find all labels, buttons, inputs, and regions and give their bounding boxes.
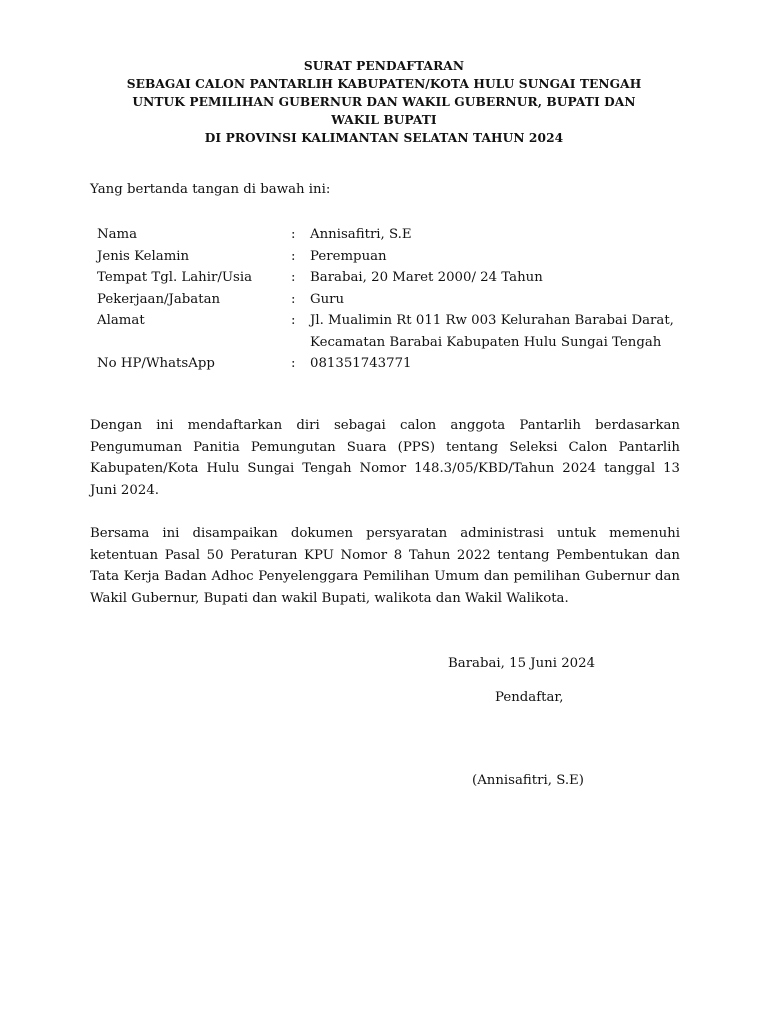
- identity-separator: :: [291, 248, 296, 264]
- identity-row-name: [97, 224, 687, 246]
- identity-row-occupation: [97, 289, 687, 311]
- identity-label: No HP/WhatsApp: [97, 356, 215, 371]
- identity-label: Nama: [97, 227, 138, 242]
- identity-separator: :: [291, 227, 296, 242]
- identity-value: Annisafitri, S.E: [310, 227, 412, 242]
- registration-paragraph: Dengan ini mendaftarkan diri sebagai calon anggota Pantarlih berdasarkan Pengumuman Panitia Pemungutan Suara (PPS) tentang Seleksi Calon Pantarlih Kabupaten/Kota Hulu Sungai Tengah Nomor 148.3/05/KBD/Tahun 2024 tanggal 13 Juni 2024.: [90, 418, 680, 498]
- identity-value: Jl. Mualimin Rt 011 Rw 003 Kelurahan Barabai Darat, Kecamatan Barabai Kabupaten Hulu Sungai Tengah: [310, 313, 674, 350]
- intro-text: Yang bertanda tangan di bawah ini:: [90, 182, 331, 197]
- signature-role: Pendaftar,: [495, 690, 564, 705]
- identity-row-birth: [97, 267, 687, 289]
- identity-label: Pekerjaan/Jabatan: [97, 291, 221, 307]
- documents-paragraph: Bersama ini disampaikan dokumen persyaratan administrasi untuk memenuhi ketentuan Pasal 50 Peraturan KPU Nomor 8 Tahun 2022 tentang Pembentukan dan Tata Kerja Badan Adhoc Penyelenggara Pemilihan Umum dan pemilihan Gubernur dan Wakil Gubernur, Bupati dan wakil Bupati, walikota dan Wakil Walikota.: [90, 526, 680, 606]
- identity-separator: :: [291, 313, 296, 328]
- identity-value: Perempuan: [310, 248, 387, 264]
- identity-value: Barabai, 20 Maret 2000/ 24 Tahun: [310, 270, 543, 285]
- identity-label: Tempat Tgl. Lahir/Usia: [97, 270, 253, 285]
- heading-line-1: SURAT PENDAFTARAN: [303, 59, 465, 73]
- identity-row-address: [97, 310, 687, 353]
- heading-line-4: WAKIL BUPATI: [331, 113, 437, 127]
- letter-heading: [60, 57, 708, 147]
- identity-row-gender: [97, 246, 687, 268]
- heading-line-3: UNTUK PEMILIHAN GUBERNUR DAN WAKIL GUBERNUR, BUPATI DAN: [132, 95, 636, 109]
- heading-line-2: SEBAGAI CALON PANTARLIH KABUPATEN/KOTA HULU SUNGAI TENGAH: [126, 77, 642, 91]
- identity-table: [97, 224, 687, 375]
- signature-place-date: Barabai, 15 Juni 2024: [448, 656, 596, 671]
- identity-label: Alamat: [97, 313, 145, 328]
- identity-value: 081351743771: [310, 356, 412, 371]
- signature-name: (Annisafitri, S.E): [472, 773, 584, 788]
- identity-separator: :: [291, 356, 296, 371]
- heading-line-5: DI PROVINSI KALIMANTAN SELATAN TAHUN 2024: [204, 131, 564, 145]
- identity-label: Jenis Kelamin: [97, 248, 190, 264]
- identity-separator: :: [291, 291, 296, 307]
- identity-value: Guru: [310, 291, 345, 307]
- identity-row-phone: [97, 353, 687, 375]
- identity-separator: :: [291, 270, 296, 285]
